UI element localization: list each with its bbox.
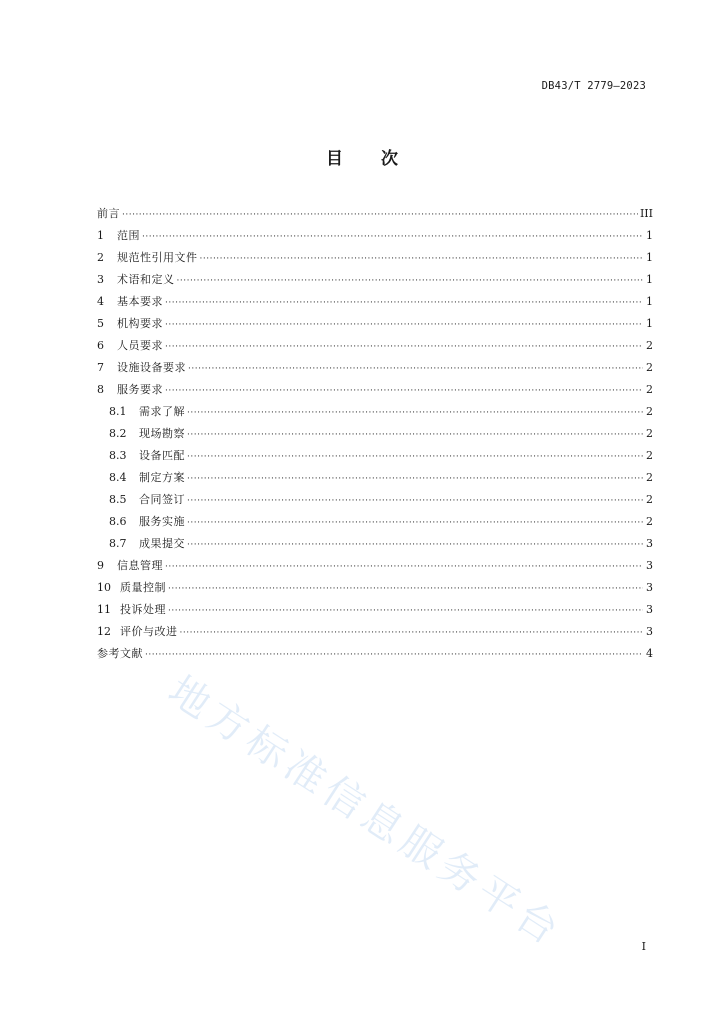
toc-entry-leader-dots	[168, 578, 643, 600]
toc-entry-label: 合同签订	[139, 493, 185, 506]
toc-entry-leader-dots	[187, 512, 643, 534]
toc-entry-leader-dots	[200, 248, 644, 270]
toc-entry-page: 2	[646, 493, 653, 506]
toc-entry-number: 3	[97, 273, 104, 286]
toc-entry-page: 4	[646, 647, 653, 660]
toc-entry-number: 6	[97, 339, 104, 352]
toc-entry-label: 规范性引用文件	[117, 251, 198, 264]
toc-entry-page: 1	[646, 229, 653, 242]
toc-entry[interactable]	[97, 423, 653, 445]
toc-entry-page: 2	[646, 339, 653, 352]
toc-entry-label: 制定方案	[139, 471, 185, 484]
toc-entry-leader-dots	[187, 446, 643, 468]
toc-entry-label: 投诉处理	[120, 603, 166, 616]
toc-entry-page: 3	[646, 559, 653, 572]
toc-entry-label: 设备匹配	[139, 449, 185, 462]
page-number: I	[641, 940, 646, 953]
toc-entry[interactable]	[97, 269, 653, 291]
toc-entry-label: 质量控制	[120, 581, 166, 594]
toc-entry[interactable]	[97, 445, 653, 467]
toc-entry-label: 设施设备要求	[117, 361, 186, 374]
toc-entry-number: 2	[97, 251, 104, 264]
toc-entry-number: 7	[97, 361, 104, 374]
toc-entry-page: 3	[646, 581, 653, 594]
toc-title-char-2: 次	[381, 149, 398, 169]
document-code: DB43/T 2779—2023	[541, 80, 646, 92]
toc-entry[interactable]	[97, 203, 653, 225]
toc-title-char-1: 目	[326, 149, 343, 169]
toc-entry-label: 人员要求	[117, 339, 163, 352]
toc-entry-page: 3	[646, 603, 653, 616]
toc-entry-page: 1	[646, 317, 653, 330]
toc-entry[interactable]	[97, 401, 653, 423]
toc-entry-number: 8.6	[109, 515, 127, 528]
toc-entry-number: 4	[97, 295, 104, 308]
toc-entry-leader-dots	[145, 644, 643, 666]
toc-entry[interactable]	[97, 621, 653, 643]
toc-entry[interactable]	[97, 225, 653, 247]
toc-entry-number: 10	[97, 581, 111, 594]
toc-entry-label: 评价与改进	[120, 625, 178, 638]
toc-entry-label: 需求了解	[139, 405, 185, 418]
toc-entry-leader-dots	[142, 226, 643, 248]
table-of-contents	[97, 203, 653, 665]
toc-entry-leader-dots	[187, 424, 643, 446]
toc-entry[interactable]	[97, 489, 653, 511]
toc-entry-page: III	[639, 207, 653, 220]
toc-entry[interactable]	[97, 599, 653, 621]
toc-entry-label: 信息管理	[117, 559, 163, 572]
toc-entry-page: 1	[646, 295, 653, 308]
toc-entry-number: 8.2	[109, 427, 127, 440]
toc-entry[interactable]	[97, 643, 653, 665]
toc-entry-label: 机构要求	[117, 317, 163, 330]
toc-entry[interactable]	[97, 467, 653, 489]
toc-entry-leader-dots	[187, 468, 643, 490]
toc-entry-leader-dots	[187, 402, 643, 424]
toc-entry-page: 2	[646, 383, 653, 396]
toc-entry[interactable]	[97, 533, 653, 555]
toc-entry-leader-dots	[122, 204, 638, 226]
toc-entry-page: 2	[646, 471, 653, 484]
toc-entry-leader-dots	[165, 336, 643, 358]
toc-entry-leader-dots	[180, 622, 644, 644]
toc-entry-page: 3	[646, 625, 653, 638]
toc-entry-leader-dots	[168, 600, 643, 622]
toc-entry-leader-dots	[165, 380, 643, 402]
toc-entry-label: 服务实施	[139, 515, 185, 528]
toc-entry[interactable]	[97, 291, 653, 313]
toc-title	[0, 144, 724, 169]
toc-entry-leader-dots	[165, 556, 643, 578]
toc-entry[interactable]	[97, 335, 653, 357]
toc-entry-label: 参考文献	[97, 647, 143, 660]
toc-entry-number: 8.1	[109, 405, 127, 418]
toc-entry-page: 2	[646, 405, 653, 418]
toc-entry-label: 成果提交	[139, 537, 185, 550]
toc-entry-number: 1	[97, 229, 104, 242]
toc-entry-leader-dots	[165, 292, 643, 314]
toc-entry-page: 2	[646, 361, 653, 374]
toc-entry-leader-dots	[187, 534, 643, 556]
toc-entry-number: 5	[97, 317, 104, 330]
toc-entry[interactable]	[97, 247, 653, 269]
toc-entry[interactable]	[97, 313, 653, 335]
toc-entry-label: 前言	[97, 207, 120, 220]
toc-entry-leader-dots	[188, 358, 643, 380]
toc-entry-number: 11	[97, 603, 111, 616]
toc-entry[interactable]	[97, 511, 653, 533]
toc-entry[interactable]	[97, 555, 653, 577]
watermark: 地方标准信息服务平台	[160, 667, 571, 957]
toc-entry-number: 8.7	[109, 537, 127, 550]
toc-entry-leader-dots	[177, 270, 644, 292]
toc-entry-label: 基本要求	[117, 295, 163, 308]
toc-entry-page: 2	[646, 427, 653, 440]
toc-entry-number: 9	[97, 559, 104, 572]
toc-entry-page: 3	[646, 537, 653, 550]
toc-entry-number: 8	[97, 383, 104, 396]
toc-entry-number: 8.4	[109, 471, 127, 484]
toc-entry[interactable]	[97, 379, 653, 401]
toc-entry-page: 1	[646, 273, 653, 286]
toc-entry-number: 8.3	[109, 449, 127, 462]
toc-entry-leader-dots	[165, 314, 643, 336]
toc-entry-label: 现场勘察	[139, 427, 185, 440]
toc-entry-label: 范围	[117, 229, 140, 242]
toc-entry-label: 服务要求	[117, 383, 163, 396]
toc-entry-leader-dots	[187, 490, 643, 512]
toc-entry[interactable]	[97, 357, 653, 379]
toc-entry-number: 12	[97, 625, 111, 638]
toc-entry-label: 术语和定义	[117, 273, 175, 286]
toc-entry-page: 1	[646, 251, 653, 264]
toc-entry-page: 2	[646, 515, 653, 528]
toc-entry-page: 2	[646, 449, 653, 462]
toc-entry[interactable]	[97, 577, 653, 599]
toc-entry-number: 8.5	[109, 493, 127, 506]
